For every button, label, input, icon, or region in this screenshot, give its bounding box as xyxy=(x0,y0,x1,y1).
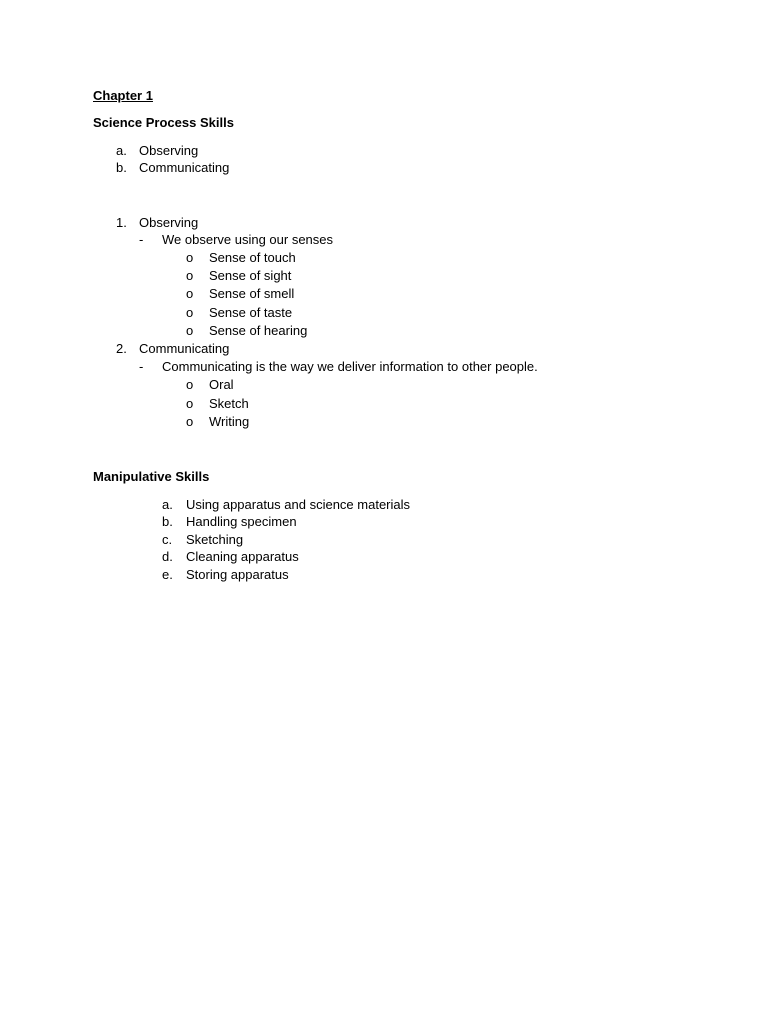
detail-description: Communicating is the way we deliver information to other people. xyxy=(162,359,538,374)
list-marker: b. xyxy=(162,514,173,529)
list-marker: c. xyxy=(162,532,173,547)
list-item: Observing xyxy=(139,143,199,158)
list-item: Sketch xyxy=(209,396,249,411)
bullet-marker: o xyxy=(186,286,194,301)
list-item: Sense of sight xyxy=(209,268,292,283)
detail-title: Observing xyxy=(139,215,199,230)
list-item: Sketching xyxy=(186,532,244,547)
list-item: Handling specimen xyxy=(186,514,297,529)
detail-title: Communicating xyxy=(139,341,230,356)
list-marker: e. xyxy=(162,567,173,582)
list-marker: d. xyxy=(162,549,173,564)
list-item: Sense of hearing xyxy=(209,323,308,338)
bullet-marker: o xyxy=(186,323,194,338)
bullet-marker: o xyxy=(186,250,194,265)
section-title-process-skills: Science Process Skills xyxy=(93,115,234,130)
dash-marker: - xyxy=(139,232,144,247)
bullet-marker: o xyxy=(186,396,194,411)
bullet-marker: o xyxy=(186,377,194,392)
bullet-marker: o xyxy=(186,268,194,283)
section-title-manipulative-skills: Manipulative Skills xyxy=(93,469,210,484)
bullet-marker: o xyxy=(186,305,194,320)
list-item: Sense of taste xyxy=(209,305,293,320)
list-marker: 1. xyxy=(116,215,127,230)
list-marker: a. xyxy=(116,143,127,158)
list-item: Sense of touch xyxy=(209,250,296,265)
list-marker: a. xyxy=(162,497,173,512)
list-item: Communicating xyxy=(139,160,230,175)
bullet-marker: o xyxy=(186,414,194,429)
list-item: Oral xyxy=(209,377,234,392)
list-item: Using apparatus and science materials xyxy=(186,497,411,512)
list-marker: 2. xyxy=(116,341,127,356)
chapter-title: Chapter 1 xyxy=(93,88,153,103)
detail-description: We observe using our senses xyxy=(162,232,334,247)
list-item: Writing xyxy=(209,414,250,429)
list-item: Cleaning apparatus xyxy=(186,549,299,564)
dash-marker: - xyxy=(139,359,144,374)
list-item: Storing apparatus xyxy=(186,567,289,582)
list-marker: b. xyxy=(116,160,127,175)
list-item: Sense of smell xyxy=(209,286,295,301)
